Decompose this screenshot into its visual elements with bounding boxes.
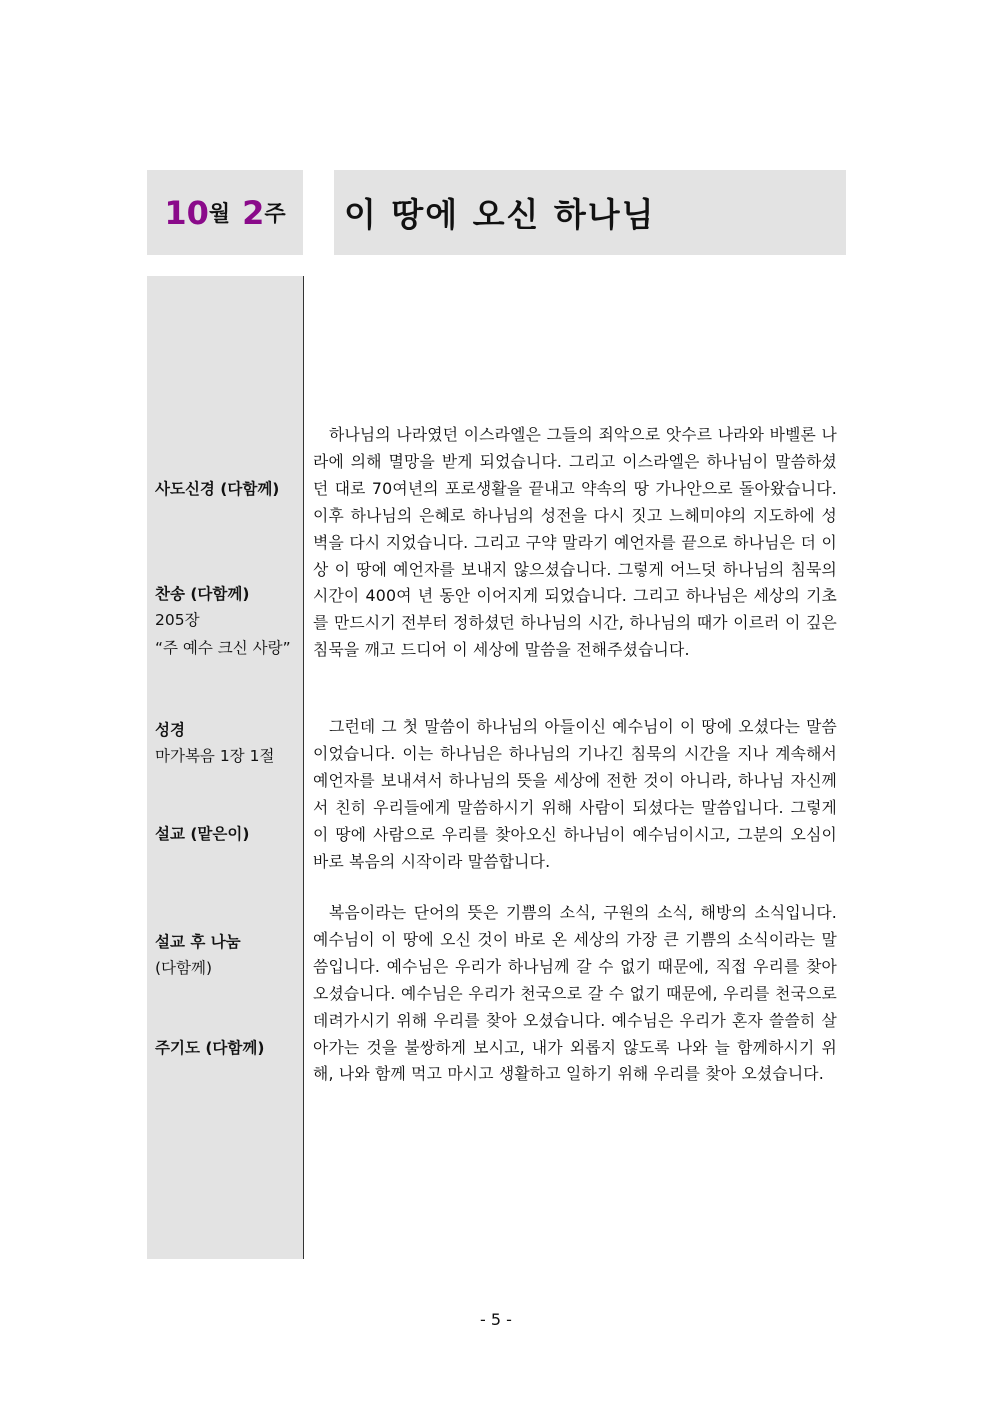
sermon-paragraph-2 (313, 714, 837, 875)
sermon-paragraph-3-text: 복음이라는 단어의 뜻은 기쁨의 소식, 구원의 소식, 해방의 소식입니다. 예수님이 이 땅에 오신 것이 바로 온 세상의 가장 큰 기쁨의 소식이라는 말씀입니다. 예수님은 우리가 하나님께 갈 수 없기 때문에, 직접 우리를 찾아 오셨습니다. 예수님은 우리가 천국으로 갈 수 없기 때문에, 우리를 천국으로 데려가시기 위해 우리를 찾아 오셨습니다. 예수님은 우리가 혼자 쓸쓸히 살아가는 것을 불쌍하게 보시고, 내가 외롭지 않도록 나와 늘 함께하시기 위해, 나와 함께 먹고 마시고 생활하고 일하기 위해 우리를 찾아 오셨습니다. (313, 903, 837, 1084)
order-sermon: 설교 (맡은이) (155, 825, 250, 843)
sermon-paragraph-1 (313, 422, 837, 664)
order-hymn-title: “주 예수 크신 사랑” (155, 639, 291, 657)
month-unit: 월 (208, 202, 231, 227)
order-hymn-number: 205장 (155, 611, 200, 629)
order-scripture-ref: 마가복음 1장 1절 (155, 747, 275, 765)
title-box (334, 170, 846, 255)
page-title: 이 땅에 오신 하나님 (344, 195, 656, 234)
order-apostles-creed: 사도신경 (다함께) (155, 480, 280, 498)
page-number: - 5 - (480, 1310, 512, 1329)
order-sharing: 설교 후 나눔 (155, 933, 241, 951)
week-unit: 주 (264, 202, 286, 227)
order-scripture: 성경 (155, 721, 185, 739)
sermon-paragraph-2-text: 그런데 그 첫 말씀이 하나님의 아들이신 예수님이 이 땅에 오셨다는 말씀이었습니다. 이는 하나님은 하나님의 기나긴 침묵의 시간을 지나 계속해서 예언자를 보내셔서 하나님의 뜻을 세상에 전한 것이 아니라, 하나님 자신께서 친히 우리들에게 말씀하시기 위해 사람이 되셨다는 말씀입니다. 그렇게 이 땅에 사람으로 우리를 찾아오신 하나님이 예수님이시고, 그분의 오심이 바로 복음의 시작이라 말씀합니다. (313, 717, 837, 871)
sermon-paragraph-1-text: 하나님의 나라였던 이스라엘은 그들의 죄악으로 앗수르 나라와 바벨론 나라에 의해 멸망을 받게 되었습니다. 그리고 이스라엘은 하나님이 말씀하셨던 대로 70여년의 포로생활을 끝내고 약속의 땅 가나안으로 돌아왔습니다. 이후 하나님의 은혜로 하나님의 성전을 다시 짓고 느헤미야의 지도하에 성벽을 다시 지었습니다. 그리고 구약 말라기 예언자를 끝으로 하나님은 더 이상 이 땅에 예언자를 보내지 않으셨습니다. 그렇게 어느덧 하나님의 침묵의 시간이 400여 년 동안 이어지게 되었습니다. 그리고 하나님은 세상의 기초를 만드시기 전부터 정하셨던 하나님의 시간, 하나님의 때가 이르러 이 깊은 침묵을 깨고 드디어 이 세상에 말씀을 전해주셨습니다. (313, 425, 837, 660)
order-lords-prayer: 주기도 (다함께) (155, 1039, 265, 1057)
order-hymn: 찬송 (다함께) (155, 585, 250, 603)
week-number: 2 (242, 193, 265, 232)
month-number: 10 (164, 193, 209, 232)
sermon-paragraph-3 (313, 900, 837, 1088)
week-label (147, 170, 303, 255)
order-sharing-sub: (다함께) (155, 959, 213, 977)
